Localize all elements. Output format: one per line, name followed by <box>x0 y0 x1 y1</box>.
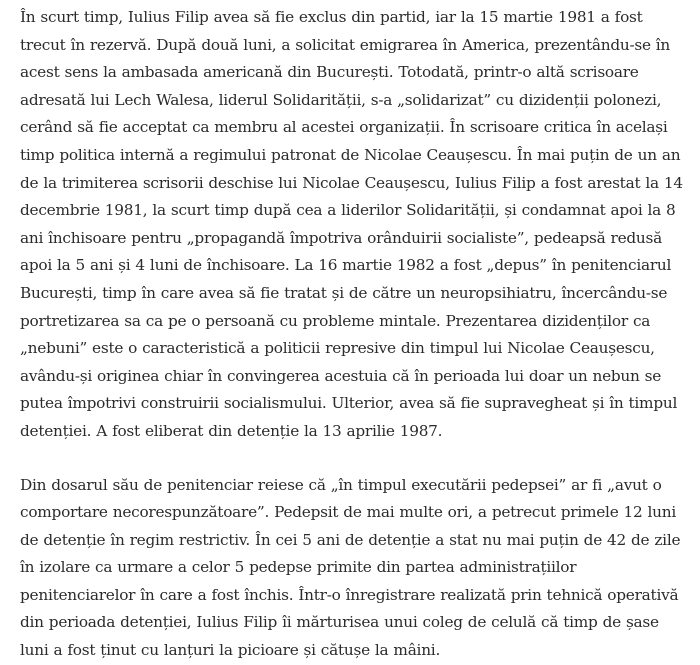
article-paragraph-1: În scurt timp, Iulius Filip avea să fie exclus din partid, iar la 15 martie 1981 a fost trecut în rezervă. După două luni, a solicitat emigrarea în America, prezentându-se în acest sens la ambasada americană din București. Totodată, printr-o altă scrisoare adresată lui Lech Walesa, liderul Solidarității, s-a „solidarizat” cu dizidenții polonezi, cerând să fie acceptat ca membru al acestei organizații. În scrisoare critica în același timp politica internă a regimului patronat de Nicolae Ceaușescu. În mai puțin de un an de la trimiterea scrisorii deschise lui Nicolae Ceaușescu, Iulius Filip a fost arestat la 14 decembrie 1981, la scurt timp după cea a liderilor Solidarității, și condamnat apoi la 8 ani închisoare pentru „propagandă împotriva orânduirii socialiste”, pedeapsă redusă apoi la 5 ani și 4 luni de închisoare. La 16 martie 1982 a fost „depus” în penitenciarul București, timp în care avea să fie tratat și de către un neuropsihiatru, încercându-se portretizarea sa ca pe o persoană cu probleme mintale. Prezentarea dizidenților ca „nebuni” este o caracteristică a politicii represive din timpul lui Nicolae Ceaușescu, avându-și originea chiar în convingerea acestuia că în perioada lui doar un nebun se putea împotrivi construirii socialismului. Ulterior, avea să fie supravegheat și în timpul detenției. A fost eliberat din detenție la 13 aprilie 1987. <box>20 8 683 440</box>
article-body <box>20 4 692 665</box>
article-paragraph-2: Din dosarul său de penitenciar reiese că „în timpul executării pedepsei” ar fi „avut o comportare necorespunzătoare”. Pedepsit de mai multe ori, a petrecut primele 12 luni de detenție în regim restrictiv. În cei 5 ani de detenție a stat nu mai puțin de 42 de zile în izolare ca urmare a celor 5 pedepse primite din partea administrațiilor penitenciarelor în care a fost închis. Într-o înregistrare realizată prin tehnică operativă din perioada detenției, Iulius Filip îi mărturisea unui coleg de celulă că timp de șase luni a fost ținut cu lanțuri la picioare și cătușe la mâini. <box>20 475 681 660</box>
